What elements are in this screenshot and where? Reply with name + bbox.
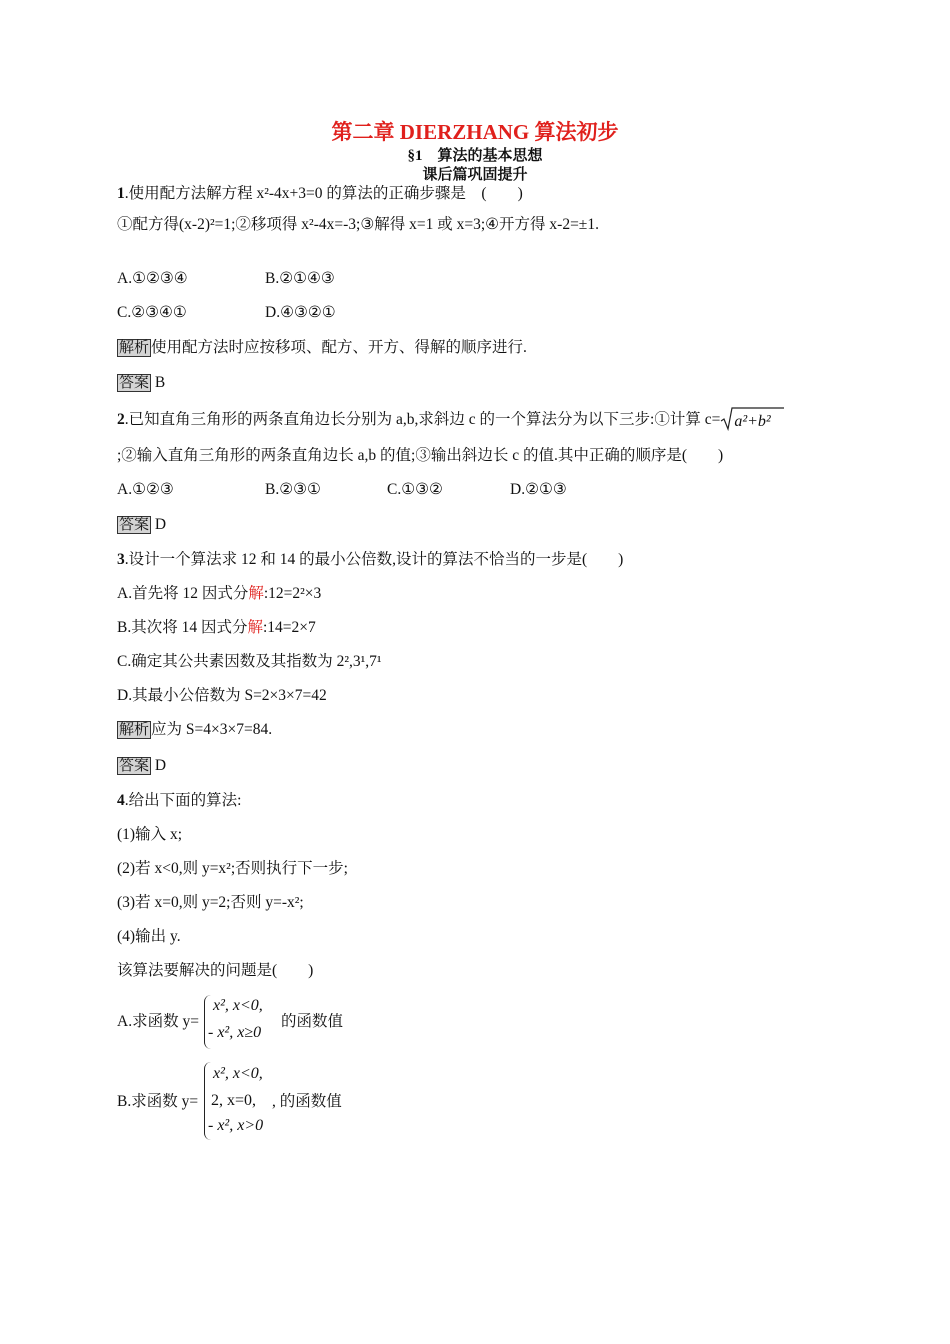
q4-question: 该算法要解决的问题是( ) xyxy=(117,962,314,979)
q3-analysis-text: 应为 S=4×3×7=84. xyxy=(151,721,273,738)
q3-analysis xyxy=(117,720,272,740)
q2-stem xyxy=(117,410,784,430)
q2-number: 2 xyxy=(117,411,125,428)
sqrt-formula xyxy=(720,410,784,430)
q4-option-a-label[interactable]: A.求函数 y= xyxy=(117,1013,199,1030)
analysis-tag: 解析 xyxy=(119,340,150,356)
q4-option-a-tail: 的函数值 xyxy=(281,1013,344,1030)
q2-stem-text: .已知直角三角形的两条直角边长分别为 a,b,求斜边 c 的一个算法分为以下三步:①计算 c= xyxy=(124,411,721,428)
q3-answer-value: D xyxy=(154,757,167,774)
chapter-title: 第二章 DIERZHANG 算法初步 xyxy=(331,120,619,144)
q4-option-a-case-2: - x², x≥0 xyxy=(208,1024,262,1041)
q3-option-a-highlight: 解 xyxy=(248,585,264,602)
q3-stem-text: .设计一个算法求 12 和 14 的最小公倍数,设计的算法不恰当的一步是( ) xyxy=(124,551,624,568)
q2-answer-value: D xyxy=(154,516,167,533)
q2-option-c[interactable]: C.①③② xyxy=(387,481,443,498)
analysis-tag: 解析 xyxy=(119,722,150,738)
q4-step-2: (2)若 x<0,则 y=x²;否则执行下一步; xyxy=(117,860,348,877)
q1-option-c[interactable]: C.②③④① xyxy=(117,304,187,321)
q2-option-b[interactable]: B.②③① xyxy=(265,481,321,498)
q1-answer-value: B xyxy=(154,374,166,391)
q3-option-d[interactable]: D.其最小公倍数为 S=2×3×7=42 xyxy=(117,687,327,704)
answer-tag: 答案 xyxy=(119,517,150,533)
q1-analysis xyxy=(117,338,527,358)
q4-stem xyxy=(117,791,241,811)
subsection-title: 课后篇巩固提升 xyxy=(422,167,528,183)
section-title: §1 算法的基本思想 xyxy=(407,148,543,164)
q4-step-4: (4)输出 y. xyxy=(117,928,181,945)
q1-steps: ①配方得(x-2)²=1;②移项得 x²-4x=-3;③解得 x=1 或 x=3;④开方得 x-2=±1. xyxy=(117,216,599,233)
q4-number: 4 xyxy=(117,792,125,809)
q2-answer xyxy=(117,515,166,535)
q3-answer xyxy=(117,756,166,776)
q4-option-b-case-1: x², x<0, xyxy=(213,1065,263,1082)
answer-tag: 答案 xyxy=(119,375,150,391)
q4-stem-text: .给出下面的算法: xyxy=(124,792,242,809)
q1-stem-text: .使用配方法解方程 x²-4x+3=0 的算法的正确步骤是 ( ) xyxy=(124,185,523,202)
q2-stem-cont: ;②输入直角三角形的两条直角边长 a,b 的值;③输出斜边长 c 的值.其中正确的顺序是( ) xyxy=(117,447,724,464)
q4-option-b-label[interactable]: B.求函数 y= xyxy=(117,1093,199,1110)
q4-step-3: (3)若 x=0,则 y=2;否则 y=-x²; xyxy=(117,894,304,911)
q1-option-b[interactable]: B.②①④③ xyxy=(265,270,335,287)
q1-analysis-text: 使用配方法时应按移项、配方、开方、得解的顺序进行. xyxy=(151,339,527,356)
q1-answer xyxy=(117,373,165,393)
q3-option-b[interactable] xyxy=(117,618,316,638)
q3-option-b-formula: :14=2×7 xyxy=(262,619,316,636)
q3-number: 3 xyxy=(117,551,125,568)
sqrt-radicand: a²+b² xyxy=(734,413,771,430)
q1-option-d[interactable]: D.④③②① xyxy=(265,304,336,321)
q4-option-b-tail: , 的函数值 xyxy=(272,1093,342,1110)
q4-option-a-case-1: x², x<0, xyxy=(213,997,263,1014)
q2-option-d[interactable]: D.②①③ xyxy=(510,481,567,498)
q1-option-a[interactable]: A.①②③④ xyxy=(117,270,188,287)
q3-option-a-formula: :12=2²×3 xyxy=(263,585,322,602)
q4-step-1: (1)输入 x; xyxy=(117,826,183,843)
q3-option-a-text: A.首先将 12 因式分 xyxy=(117,585,249,602)
q3-option-c[interactable]: C.确定其公共素因数及其指数为 2²,3¹,7¹ xyxy=(117,653,382,670)
q3-option-b-highlight: 解 xyxy=(247,619,263,636)
q1-number: 1 xyxy=(117,185,125,202)
q3-stem xyxy=(117,550,623,570)
q1-stem xyxy=(117,184,523,204)
answer-tag: 答案 xyxy=(119,758,150,774)
q4-option-b-case-3: - x², x>0 xyxy=(208,1117,264,1134)
q3-option-a[interactable] xyxy=(117,584,321,604)
q3-option-b-text: B.其次将 14 因式分 xyxy=(117,619,248,636)
q2-option-a[interactable]: A.①②③ xyxy=(117,481,174,498)
q4-option-b-case-2: 2, x=0, xyxy=(211,1092,257,1109)
